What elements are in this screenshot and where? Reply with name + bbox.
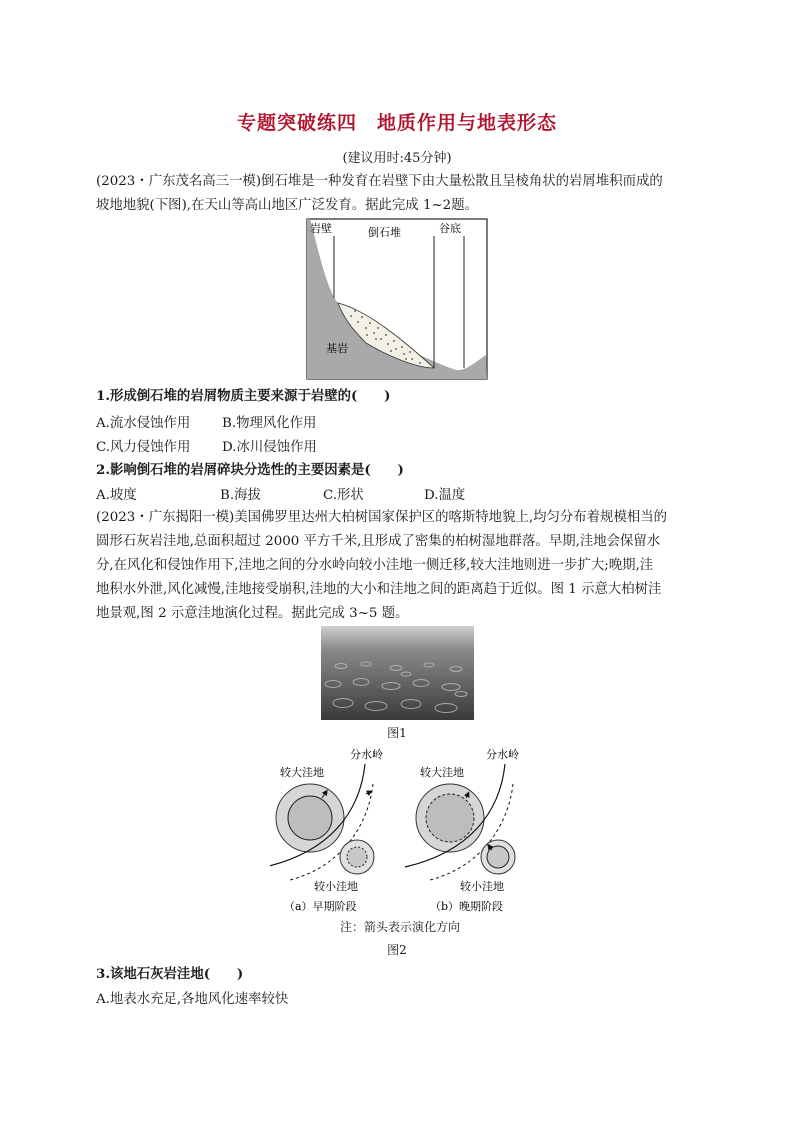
label-wall: 岩壁 <box>310 222 332 235</box>
intro2-line4: 地积水外泄,风化减慢,洼地接受崩积,洼地的大小和洼地之间的距离趋于近似。图 1 示意大柏树洼 <box>96 582 662 597</box>
q1-option-c: C.风力侵蚀作用 <box>96 440 191 455</box>
q2-option-c: C.形状 <box>323 488 364 503</box>
label-smaller-b: 较小洼地 <box>460 880 504 893</box>
time-suggestion: (建议用时:45分钟) <box>342 151 452 166</box>
intro1-line2: 坡地地貌(下图),在天山等高山地区广泛发育。据此完成 1~2题。 <box>96 198 478 213</box>
q2-option-d: D.温度 <box>424 488 466 503</box>
q2-stem: 2.影响倒石堆的岩屑碎块分选性的主要因素是( ) <box>96 462 404 478</box>
label-divide-a: 分水岭 <box>350 748 383 761</box>
figure1-caption: 图1 <box>387 726 407 740</box>
wetland-photo <box>321 626 474 720</box>
q3-option-a: A.地表水充足,各地风化速率较快 <box>96 992 289 1007</box>
intro2-line1: (2023・广东揭阳一模)美国佛罗里达州大柏树国家保护区的喀斯特地貌上,均匀分布着规模相当的 <box>96 510 668 525</box>
page-title: 专题突破练四 地质作用与地表形态 <box>236 112 557 134</box>
depression-evolution-diagram <box>270 742 530 917</box>
label-larger-a: 较大洼地 <box>280 766 324 779</box>
intro2-line3: 分,在风化和侵蚀作用下,洼地之间的分水岭向较小洼地一侧迁移,较大洼地则进一步扩大;晚期,洼 <box>96 558 654 573</box>
label-stage-a: （a）早期阶段 <box>284 900 357 913</box>
label-smaller-a: 较小洼地 <box>314 880 358 893</box>
label-larger-b: 较大洼地 <box>420 766 464 779</box>
figure2-caption: 图2 <box>387 943 407 957</box>
label-talus: 倒石堆 <box>368 226 401 239</box>
intro1-line1: (2023・广东茂名高三一模)倒石堆是一种发育在岩壁下由大量松散且呈棱角状的岩屑堆积而成的 <box>96 174 663 189</box>
label-valley: 谷底 <box>439 222 461 235</box>
stage-a-diagram <box>270 764 374 880</box>
label-stage-b: （b）晚期阶段 <box>430 900 504 913</box>
q1-option-d: D.冰川侵蚀作用 <box>222 440 317 455</box>
figure2-note: 注：箭头表示演化方向 <box>339 920 460 934</box>
intro2-line2: 圆形石灰岩洼地,总面积超过 2000 平方千米,且形成了密集的柏树湿地群落。早期,洼地会保留水 <box>96 534 661 549</box>
q2-option-b: B.海拔 <box>220 488 261 503</box>
intro2-line5: 地景观,图 2 示意洼地演化过程。据此完成 3~5 题。 <box>96 606 409 621</box>
q1-option-b: B.物理风化作用 <box>222 416 317 431</box>
q1-stem: 1.形成倒石堆的岩屑物质主要来源于岩壁的( ) <box>96 388 391 404</box>
stage-b-diagram <box>405 764 515 880</box>
label-bedrock: 基岩 <box>326 342 348 355</box>
label-divide-b: 分水岭 <box>486 748 519 761</box>
q2-option-a: A.坡度 <box>96 488 137 503</box>
q3-stem: 3.该地石灰岩洼地( ) <box>96 966 244 982</box>
talus-diagram <box>306 218 488 380</box>
q1-option-a: A.流水侵蚀作用 <box>96 416 191 431</box>
